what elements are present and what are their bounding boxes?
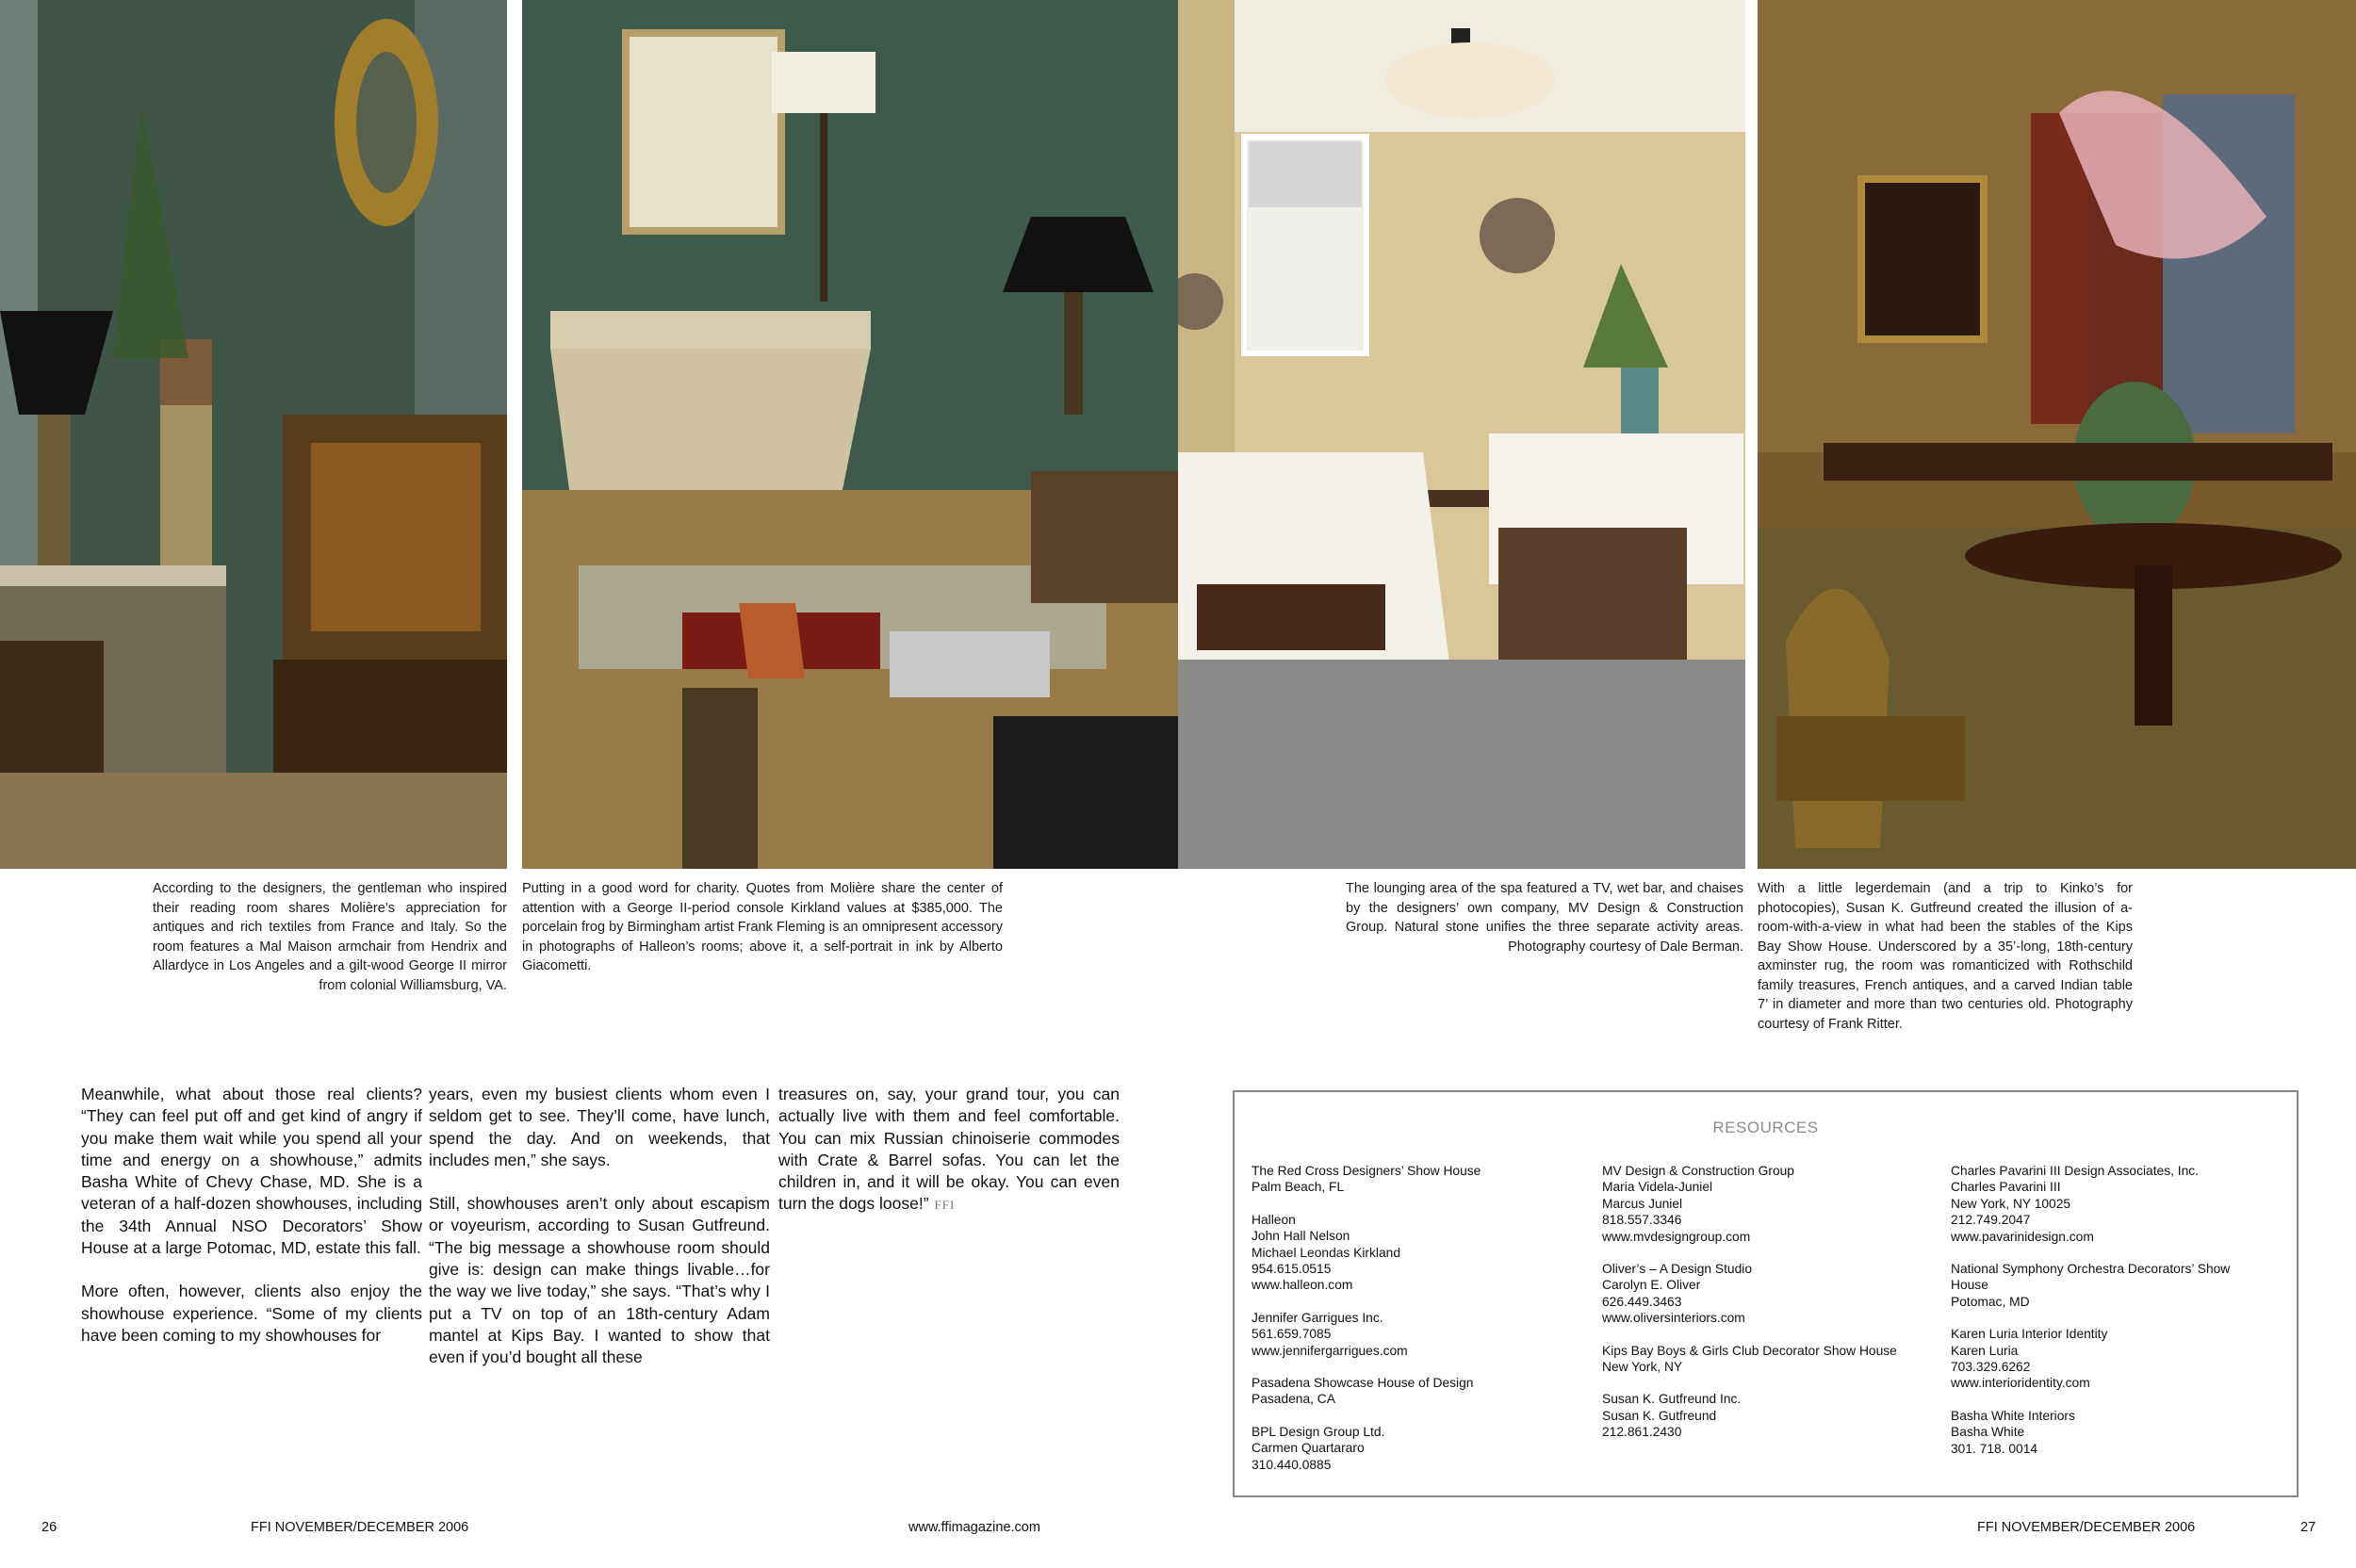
resource-entry <box>1252 1212 1572 1294</box>
resource-entry <box>1602 1261 1922 1327</box>
resource-line: Basha White <box>1951 1425 2025 1440</box>
body-column-2 <box>429 1084 770 1391</box>
resource-line: New York, NY 10025 <box>1951 1196 2071 1211</box>
resource-entry <box>1951 1408 2271 1457</box>
resource-line: Potomac, MD <box>1951 1294 2030 1309</box>
resource-line: Marcus Juniel <box>1602 1196 1683 1211</box>
resource-entry <box>1951 1326 2271 1392</box>
resource-line: House <box>1951 1278 1988 1293</box>
photo-spa-lounge <box>1178 0 1745 869</box>
body-paragraph-final <box>778 1084 1120 1217</box>
resource-entry <box>1602 1163 1922 1245</box>
resources-column-2 <box>1602 1163 1922 1457</box>
resource-entry <box>1252 1375 1572 1408</box>
end-mark: FFI <box>934 1198 956 1213</box>
resource-line: 703.329.6262 <box>1951 1360 2031 1375</box>
resource-entry <box>1951 1261 2271 1310</box>
resource-entry <box>1252 1424 1572 1473</box>
resource-line: MV Design & Construction Group <box>1602 1164 1794 1178</box>
caption-charity-text: Putting in a good word for charity. Quotes from Molière share the center of attention with a George II-period console Kirkland values at $385,000. The porcelain frog by Birmingham artist Frank Fleming is an omnipresent accessory in photographs of Halleon’s rooms; above it, a self-portrait in ink by Alberto Giacometti. <box>522 881 1003 973</box>
issue-label-right: FFI NOVEMBER/DECEMBER 2006 <box>1977 1520 2196 1535</box>
resource-entry <box>1602 1343 1922 1376</box>
resources-column-3 <box>1951 1163 2271 1473</box>
resource-line: Halleon <box>1252 1212 1296 1227</box>
resource-line: Pasadena Showcase House of Design <box>1252 1376 1474 1391</box>
resource-line: Karen Luria <box>1951 1343 2019 1358</box>
website-url[interactable]: www.ffimagazine.com <box>908 1520 1040 1535</box>
resource-line[interactable]: www.interioridentity.com <box>1951 1376 2090 1391</box>
resource-line: 301. 718. 0014 <box>1951 1441 2038 1456</box>
body-paragraph: More often, however, clients also enjoy the showhouse experience. “Some of my clients have been coming to my showhouses for <box>81 1282 422 1345</box>
resource-line: Carmen Quartararo <box>1252 1441 1365 1456</box>
issue-label-left: FFI NOVEMBER/DECEMBER 2006 <box>251 1520 469 1535</box>
resource-line: The Red Cross Designers’ Show House <box>1252 1164 1481 1178</box>
resource-line: Basha White Interiors <box>1951 1408 2075 1423</box>
resource-line: Susan K. Gutfreund Inc. <box>1602 1392 1742 1407</box>
resources-column-1 <box>1252 1163 1572 1489</box>
body-column-1 <box>81 1084 422 1368</box>
resource-entry <box>1602 1391 1922 1440</box>
resource-line: Palm Beach, FL <box>1252 1180 1345 1195</box>
body-text: treasures on, say, your grand tour, you can actually live with them and feel comfortable. You can mix Russian chinoiserie commodes with Crate & Barrel sofas. You can let the children in, and it will be okay. You can even turn the dogs loose!” <box>778 1085 1120 1214</box>
resource-line: BPL Design Group Ltd. <box>1252 1424 1385 1439</box>
body-column-3 <box>778 1084 1120 1238</box>
page-number-right: 27 <box>2300 1520 2316 1535</box>
caption-spa-text: The lounging area of the spa featured a TV, wet bar, and chaises by the designers’ own company, MV Design & Construction Group. Natural stone unifies the three separate activity areas. Photography courtesy of Dale Berman. <box>1346 881 1743 955</box>
resource-line: 818.557.3346 <box>1602 1213 1682 1228</box>
resource-line: Susan K. Gutfreund <box>1602 1408 1717 1423</box>
body-paragraph: Still, showhouses aren’t only about escapism or voyeurism, according to Susan Gutfreund. “The big message a showhouse room should give is: design can make things livable…for the way we live today,” she says. “That’s why I put a TV on top of an 18th-century Adam mantel at Kips Bay. I wanted to show that even if you’d bought all these <box>429 1194 770 1367</box>
caption-spa <box>1346 879 1743 956</box>
resource-line[interactable]: www.pavarinidesign.com <box>1951 1229 2094 1244</box>
body-paragraph: years, even my busiest clients whom even I seldom get to see. They’ll come, have lunch, spend the day. And on weekends, that includes men,” she says. <box>429 1085 770 1169</box>
page-number-left: 26 <box>41 1520 57 1535</box>
resources-box <box>1233 1090 2299 1497</box>
caption-kips-bay-text: With a little legerdemain (and a trip to Kinko’s for photocopies), Susan K. Gutfreund created the illusion of a-room-with-a-view in what had been the stables of the Kips Bay Show House. Underscored by a 35’-long, 18th-century axminster rug, the room was romanticized with Rothschild family treasures, French antiques, and a carved Indian table 7’ in diameter and more than two centuries old. Photography courtesy of Frank Ritter. <box>1758 881 2133 1032</box>
resource-line: Carolyn E. Oliver <box>1602 1278 1701 1293</box>
photo-kips-bay-room <box>1758 0 2356 869</box>
resource-line: John Hall Nelson <box>1252 1229 1350 1244</box>
photo-reading-room <box>0 0 507 869</box>
caption-reading-room-text: According to the designers, the gentleman who inspired their reading room shares Molière’s appreciation for antiques and rich textiles from France and Italy. So the room features a Mal Maison armchair from Hendrix and Allardyce in Los Angeles and a gilt-wood George II mirror from colonial Williamsburg, VA. <box>153 881 507 993</box>
caption-kips-bay <box>1758 879 2133 1034</box>
resource-line[interactable]: www.jennifergarrigues.com <box>1252 1343 1408 1358</box>
resource-line: 561.659.7085 <box>1252 1327 1332 1342</box>
resource-line: New York, NY <box>1602 1360 1683 1375</box>
resource-line: Pasadena, CA <box>1252 1392 1335 1407</box>
resource-entry <box>1951 1163 2271 1245</box>
resource-line: 954.615.0515 <box>1252 1262 1332 1277</box>
resource-line: National Symphony Orchestra Decorators’ Show <box>1951 1262 2231 1277</box>
photo-charity-console <box>522 0 1178 869</box>
resource-entry <box>1252 1163 1572 1196</box>
resource-line: 310.440.0885 <box>1252 1457 1332 1472</box>
resource-line: Charles Pavarini III <box>1951 1180 2061 1195</box>
resource-line: Oliver’s – A Design Studio <box>1602 1262 1753 1277</box>
resource-line: Maria Videla-Juniel <box>1602 1180 1713 1195</box>
resource-line: Michael Leondas Kirkland <box>1252 1245 1400 1260</box>
resource-line: Kips Bay Boys & Girls Club Decorator Show House <box>1602 1343 1897 1358</box>
resource-entry <box>1252 1310 1572 1359</box>
resource-line: Karen Luria Interior Identity <box>1951 1327 2108 1342</box>
caption-charity <box>522 879 1003 976</box>
resource-line: 212.861.2430 <box>1602 1425 1682 1440</box>
resource-line[interactable]: www.halleon.com <box>1252 1278 1353 1293</box>
caption-reading-room <box>153 879 507 995</box>
resource-line: 212.749.2047 <box>1951 1213 2031 1228</box>
resource-line: Charles Pavarini III Design Associates, Inc. <box>1951 1164 2200 1178</box>
body-paragraph: Meanwhile, what about those real clients? “They can feel put off and get kind of angry if you make them wait while you spend all your time and energy on a showhouse,” admits Basha White of Chevy Chase, MD. She is a veteran of a half-dozen showhouses, including the 34th Annual NSO Decorators’ Show House at a large Potomac, MD, estate this fall. <box>81 1085 422 1258</box>
resource-line[interactable]: www.mvdesigngroup.com <box>1602 1229 1751 1244</box>
resource-line[interactable]: www.oliversinteriors.com <box>1602 1311 1745 1326</box>
resource-line: 626.449.3463 <box>1602 1294 1682 1309</box>
resource-line: Jennifer Garrigues Inc. <box>1252 1310 1383 1325</box>
resources-title: RESOURCES <box>1712 1119 1819 1136</box>
